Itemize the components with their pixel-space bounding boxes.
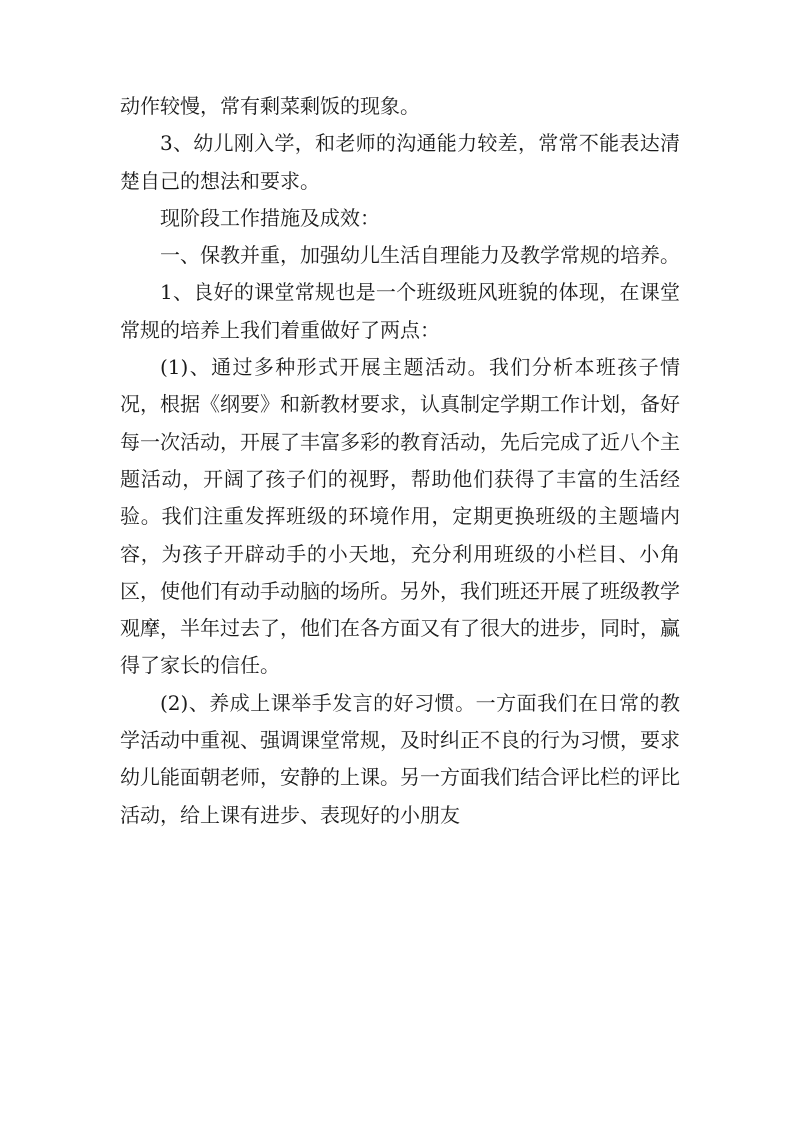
document-body: [120, 88, 680, 834]
paragraph-section-one: 一、保教并重，加强幼儿生活自理能力及教学常规的培养。: [160, 243, 680, 268]
paragraph-item-3: 3、幼儿刚入学，和老师的沟通能力较差，常常不能表达清楚自己的想法和要求。: [120, 131, 680, 193]
paragraph-subpoint-2: (2)、养成上课举手发言的好习惯。一方面我们在日常的教学活动中重视、强调课堂常规，及时纠正不良的行为习惯，要求幼儿能面朝老师，安静的上课。另一方面我们结合评比栏的评比活动，给上课有进步、表现好的小朋友: [120, 690, 680, 827]
paragraph-point-1: 1、良好的课堂常规也是一个班级班风班貌的体现，在课堂常规的培养上我们着重做好了两点：: [120, 280, 680, 342]
paragraph-continuation: 动作较慢，常有剩菜剩饭的现象。: [120, 94, 420, 118]
paragraph-subpoint-1: (1)、通过多种形式开展主题活动。我们分析本班孩子情况，根据《纲要》和新教材要求，认真制定学期工作计划，备好每一次活动，开展了丰富多彩的教育活动，先后完成了近八个主题活动，开阔了孩子们的视野，帮助他们获得了丰富的生活经验。我们注重发挥班级的环境作用，定期更换班级的主题墙内容，为孩子开辟动手的小天地，充分利用班级的小栏目、小角区，使他们有动手动脑的场所。另外，我们班还开展了班级教学观摩，半年过去了，他们在各方面又有了很大的进步，同时，赢得了家长的信任。: [120, 355, 680, 678]
section-heading: 现阶段工作措施及成效：: [160, 205, 380, 230]
